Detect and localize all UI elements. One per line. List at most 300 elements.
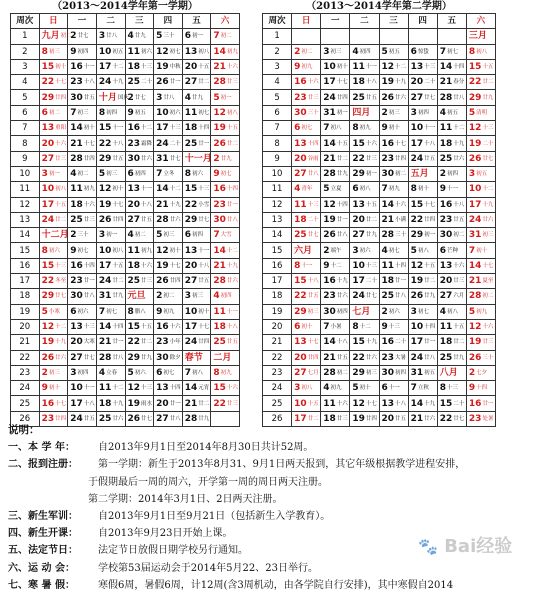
lunar-date: 初三 (192, 293, 204, 300)
day-number: 9 (381, 123, 388, 134)
day-cell (321, 75, 350, 90)
day-number: 10 (410, 322, 424, 333)
day-cell (408, 228, 437, 243)
day-number: 19 (156, 260, 169, 271)
lunar-date: 谷雨 (307, 155, 319, 162)
week-row (11, 274, 240, 289)
lunar-date: 十一 (83, 64, 95, 71)
day-cell (39, 304, 68, 319)
lunar-date: 廿二 (424, 278, 436, 285)
lunar-date: 二十 (169, 140, 181, 147)
day-cell (379, 228, 408, 243)
day-number: 17 (156, 123, 169, 134)
day-cell (68, 59, 97, 74)
lunar-date: 初三 (330, 48, 342, 55)
day-cell (182, 335, 211, 350)
day-cell (96, 197, 125, 212)
day-cell (96, 44, 125, 59)
lunar-date: 廿五 (336, 354, 348, 361)
lunar-date: 廿八 (112, 354, 124, 361)
day-number: 30 (70, 291, 83, 302)
lunar-date: 廿四 (307, 354, 319, 361)
day-number: 10 (156, 107, 169, 118)
lunar-date: 廿三 (365, 155, 377, 162)
day-number: 30 (70, 92, 83, 103)
day-cell (96, 228, 125, 243)
day-number: 24 (352, 291, 365, 302)
day-cell (182, 90, 211, 105)
lunar-date: 十八 (395, 400, 407, 407)
lunar-date: 初三 (307, 308, 319, 315)
day-cell (182, 228, 211, 243)
week-number: 26 (263, 411, 292, 426)
day-number: 22 (184, 199, 198, 210)
day-cell (68, 75, 97, 90)
day-cell (125, 59, 154, 74)
day-number: 25 (98, 413, 112, 424)
day-cell (154, 75, 183, 90)
day-number: 8 (41, 46, 48, 57)
week-number: 18 (11, 289, 40, 304)
day-cell (350, 228, 379, 243)
day-number: 18 (439, 138, 453, 149)
day-number: 5 (410, 245, 417, 256)
lunar-date: 初六 (169, 109, 181, 116)
day-cell (125, 29, 154, 44)
day-number: 11 (352, 62, 365, 73)
day-cell (211, 166, 240, 181)
lunar-date: 十九 (395, 79, 407, 86)
day-number: 3 (98, 31, 106, 42)
day-cell (321, 396, 350, 411)
lunar-date: 十六 (226, 385, 238, 392)
lunar-date: 廿五 (83, 415, 95, 422)
day-cell (39, 212, 68, 227)
day-cell (182, 121, 211, 136)
day-number: 28 (98, 352, 112, 363)
lunar-date: 十四 (307, 140, 319, 147)
lunar-date: 初四 (77, 48, 89, 55)
day-cell (96, 212, 125, 227)
day-number: 5 (127, 367, 134, 378)
day-cell (321, 289, 350, 304)
day-cell (379, 151, 408, 166)
day-cell (350, 182, 379, 197)
lunar-date: 廿一 (198, 140, 210, 147)
week-number: 21 (263, 335, 292, 350)
lunar-date: 十六 (395, 201, 407, 208)
lunar-date: 初二 (395, 171, 407, 178)
day-number: 17 (98, 62, 112, 73)
day-number: 29 (352, 367, 365, 378)
day-cell (211, 29, 240, 44)
note-text: 自2013年9月23日开始上课。 (98, 528, 233, 540)
day-cell (96, 396, 125, 411)
lunar-date: 初九 (220, 369, 232, 376)
watermark-text: Bai经验 (444, 536, 513, 557)
day-cell (154, 396, 183, 411)
day-number: 16 (381, 138, 395, 149)
day-number: 17 (410, 337, 424, 348)
lunar-date: 初一 (106, 232, 118, 239)
lunar-date: 初三 (365, 369, 377, 376)
day-cell (350, 29, 379, 44)
day-number: 2 (439, 169, 447, 180)
paw-icon: 🐾 (418, 537, 438, 556)
semester1-header-4: 三 (125, 14, 154, 29)
day-cell (292, 365, 321, 380)
lunar-date: 十五 (55, 201, 67, 208)
lunar-date: 小寒 (48, 308, 60, 315)
semester1-table (10, 13, 240, 427)
day-cell (292, 105, 321, 120)
lunar-date: 廿五 (395, 415, 407, 422)
lunar-date: 十九 (482, 201, 494, 208)
day-cell (211, 243, 240, 258)
week-number: 9 (263, 151, 292, 166)
semester1-header-2: 一 (68, 14, 97, 29)
lunar-date: 十三 (388, 324, 400, 331)
day-number: 31 (323, 107, 336, 118)
day-cell (379, 304, 408, 319)
week-row (263, 29, 496, 44)
lunar-date: 十七 (83, 140, 95, 147)
lunar-date: 廿五 (453, 217, 465, 223)
day-number: 八月 (439, 367, 458, 378)
day-number: 12 (410, 260, 424, 271)
week-number: 7 (11, 121, 40, 136)
day-number: 24 (410, 153, 424, 164)
day-number: 3 (352, 245, 359, 256)
week-row (11, 396, 240, 411)
day-cell (96, 166, 125, 181)
day-cell (321, 274, 350, 289)
lunar-date: 初十 (388, 125, 400, 132)
day-number: 23 (294, 92, 307, 103)
day-cell (321, 29, 350, 44)
day-cell (321, 319, 350, 334)
lunar-date: 初六 (359, 247, 371, 254)
day-number: 18 (127, 62, 141, 73)
day-cell (437, 29, 466, 44)
lunar-date: 夏至 (482, 278, 494, 285)
lunar-date: 腊八 (134, 308, 146, 315)
lunar-date: 立秋 (417, 385, 429, 392)
lunar-date: 十六 (307, 79, 319, 86)
lunar-date: 十九 (453, 140, 465, 147)
week-row (263, 197, 496, 212)
lunar-date: 初二 (220, 33, 232, 40)
day-number: 21 (323, 352, 336, 363)
lunar-date: 十三 (169, 125, 181, 132)
week-number: 15 (263, 243, 292, 258)
day-number: 13 (184, 245, 198, 256)
day-number: 4 (439, 107, 447, 118)
day-number: 26 (156, 77, 169, 88)
day-cell (68, 197, 97, 212)
day-cell (154, 90, 183, 105)
day-cell (379, 319, 408, 334)
note-label: 二、报到注册： (8, 459, 78, 471)
lunar-date: 廿二 (198, 400, 210, 407)
day-cell (379, 105, 408, 120)
lunar-date: 廿四 (55, 94, 67, 101)
week-number: 18 (263, 289, 292, 304)
day-cell (408, 289, 437, 304)
day-number: 8 (41, 245, 48, 256)
week-row (263, 212, 496, 227)
lunar-date: 初八 (330, 125, 342, 132)
day-number: 15 (213, 383, 226, 394)
day-number: 九月 (41, 31, 60, 42)
day-cell (321, 365, 350, 380)
lunar-date: 廿九 (141, 354, 153, 361)
day-cell (125, 136, 154, 151)
note-label: 四、新生开课： (8, 528, 78, 540)
lunar-date: 初三 (163, 232, 175, 239)
day-cell (39, 335, 68, 350)
day-number: 13 (294, 138, 307, 149)
day-cell (125, 44, 154, 59)
day-number: 6 (127, 169, 134, 180)
day-number: 4 (352, 46, 359, 57)
day-cell (321, 105, 350, 120)
lunar-date: 廿六 (226, 278, 238, 285)
lunar-date: 十一 (112, 125, 124, 132)
day-number: 18 (381, 276, 395, 287)
day-cell (437, 243, 466, 258)
day-cell (408, 243, 437, 258)
day-number: 30 (294, 107, 307, 118)
day-number: 21 (410, 413, 424, 424)
day-number: 16 (439, 199, 453, 210)
lunar-date: 初六 (192, 171, 204, 178)
day-cell (321, 304, 350, 319)
day-number: 10 (468, 184, 482, 195)
day-cell (408, 59, 437, 74)
lunar-date: 初八 (301, 385, 313, 392)
lunar-date: 大雪 (220, 232, 232, 239)
semester2-title: （2013～2014学年第二学期） (306, 1, 452, 12)
day-number: 6 (156, 367, 163, 378)
lunar-date: 廿八 (395, 293, 407, 300)
week-number: 3 (263, 59, 292, 74)
day-cell (466, 381, 495, 396)
day-number: 4 (98, 367, 106, 378)
semester1-header-6: 五 (182, 14, 211, 29)
day-cell (39, 151, 68, 166)
lunar-date: 冬至 (55, 278, 67, 285)
day-number: 11 (439, 322, 453, 333)
lunar-date: 廿四 (424, 217, 436, 223)
week-number: 11 (263, 182, 292, 197)
lunar-date: 十二 (112, 64, 124, 71)
day-number: 17 (410, 138, 424, 149)
lunar-date: 初一 (424, 232, 436, 239)
day-number: 2 (468, 367, 476, 378)
lunar-date: 廿九 (220, 155, 232, 162)
day-cell (379, 212, 408, 227)
day-number: 21 (323, 153, 336, 164)
day-cell (182, 350, 211, 365)
day-cell (437, 121, 466, 136)
lunar-date: 廿九 (112, 293, 124, 300)
lunar-date: 初五 (134, 109, 146, 116)
lunar-date: 三十 (307, 109, 319, 116)
lunar-date: 廿七 (83, 354, 95, 361)
day-cell (39, 182, 68, 197)
day-number: 6 (352, 184, 359, 195)
lunar-date: 廿九 (192, 94, 204, 101)
day-cell (379, 335, 408, 350)
lunar-date: 初二 (163, 293, 175, 300)
day-number: 3 (294, 383, 301, 394)
lunar-date: 初八 (417, 247, 429, 254)
lunar-date: 初六 (77, 308, 89, 315)
day-cell (154, 304, 183, 319)
day-number: 6 (294, 322, 301, 333)
day-number: 23 (41, 413, 55, 424)
day-number: 23 (127, 138, 141, 149)
notes-section (8, 422, 530, 594)
week-row (11, 350, 240, 365)
day-number: 21 (439, 77, 453, 88)
lunar-date: 三十 (395, 232, 407, 239)
day-number: 3 (468, 169, 476, 180)
lunar-date: 廿七 (365, 293, 377, 300)
lunar-date: 廿四 (365, 415, 377, 422)
day-number: 21 (70, 138, 83, 149)
day-number: 30 (127, 153, 141, 164)
lunar-date: 十三 (141, 385, 153, 392)
week-row (263, 59, 496, 74)
day-cell (466, 212, 495, 227)
day-number: 2 (381, 107, 388, 118)
day-cell (292, 335, 321, 350)
day-number: 23 (468, 413, 482, 424)
lunar-date: 初八 (476, 48, 488, 55)
week-number: 11 (11, 182, 40, 197)
day-number: 8 (213, 367, 220, 378)
day-number: 15 (294, 276, 307, 287)
lunar-date: 初四 (192, 232, 204, 239)
lunar-date: 廿一 (169, 400, 181, 407)
day-number: 22 (127, 337, 141, 348)
day-cell (182, 304, 211, 319)
day-cell (350, 44, 379, 59)
week-row (263, 166, 496, 181)
lunar-date: 十四 (336, 201, 348, 208)
lunar-date: 清明 (476, 109, 488, 116)
week-number: 17 (263, 274, 292, 289)
day-number: 11 (294, 199, 307, 210)
day-number: 13 (439, 260, 453, 271)
day-number: 7 (213, 31, 220, 42)
day-number: 13 (381, 398, 395, 409)
day-number: 28 (439, 92, 453, 103)
day-cell (466, 166, 495, 181)
day-cell (437, 350, 466, 365)
lunar-date: 廿二 (482, 79, 494, 86)
day-number: 15 (127, 322, 141, 333)
day-cell (466, 121, 495, 136)
day-cell (154, 59, 183, 74)
lunar-date: 初五 (476, 171, 488, 178)
lunar-date: 十一 (388, 385, 400, 392)
day-number: 28 (213, 77, 226, 88)
day-cell (321, 381, 350, 396)
week-row (263, 136, 496, 151)
day-cell (96, 304, 125, 319)
day-number: 22 (352, 153, 365, 164)
day-cell (125, 304, 154, 319)
lunar-date: 除夕 (169, 354, 181, 361)
day-cell (350, 289, 379, 304)
week-number: 25 (263, 396, 292, 411)
day-cell (350, 319, 379, 334)
day-cell (408, 304, 437, 319)
semester2-header-row (263, 14, 496, 29)
day-number: 20 (381, 413, 395, 424)
lunar-date: 十二 (141, 125, 153, 132)
day-cell (68, 396, 97, 411)
lunar-date: 廿五 (198, 278, 210, 285)
day-cell (321, 44, 350, 59)
lunar-date: 十七 (365, 400, 377, 407)
lunar-date: 十七 (395, 140, 407, 147)
day-cell (154, 381, 183, 396)
lunar-date: 初九 (301, 64, 313, 71)
day-cell (292, 75, 321, 90)
day-number: 7 (156, 169, 163, 180)
day-cell (96, 289, 125, 304)
day-cell (211, 182, 240, 197)
day-cell (350, 197, 379, 212)
day-number: 14 (323, 337, 336, 348)
day-number: 29 (294, 306, 307, 317)
lunar-date: 廿三 (141, 278, 153, 285)
day-cell (96, 151, 125, 166)
day-cell (182, 182, 211, 197)
lunar-date: 初四 (417, 109, 429, 116)
lunar-date: 十二 (169, 186, 181, 193)
day-number: 11 (70, 184, 83, 195)
lunar-date: 初九 (476, 308, 488, 315)
lunar-date: 十七 (169, 262, 181, 269)
day-cell (379, 350, 408, 365)
day-number: 9 (468, 383, 476, 394)
day-cell (379, 59, 408, 74)
day-cell (437, 44, 466, 59)
week-number: 1 (11, 29, 40, 44)
lunar-date: 十九 (169, 201, 181, 208)
lunar-date: 三十 (482, 354, 494, 361)
lunar-date: 处暑 (482, 415, 494, 422)
lunar-date: 廿三 (55, 155, 67, 162)
day-cell (154, 319, 183, 334)
lunar-date: 初二 (336, 369, 348, 376)
lunar-date: 十四 (395, 262, 407, 269)
day-cell (408, 151, 437, 166)
lunar-date: 初三 (77, 109, 89, 116)
day-cell (211, 258, 240, 273)
day-number: 10 (41, 184, 55, 195)
day-number: 30 (381, 367, 395, 378)
week-number: 14 (11, 228, 40, 243)
lunar-date: 廿一 (226, 201, 238, 208)
day-cell (437, 182, 466, 197)
day-cell (96, 90, 129, 105)
